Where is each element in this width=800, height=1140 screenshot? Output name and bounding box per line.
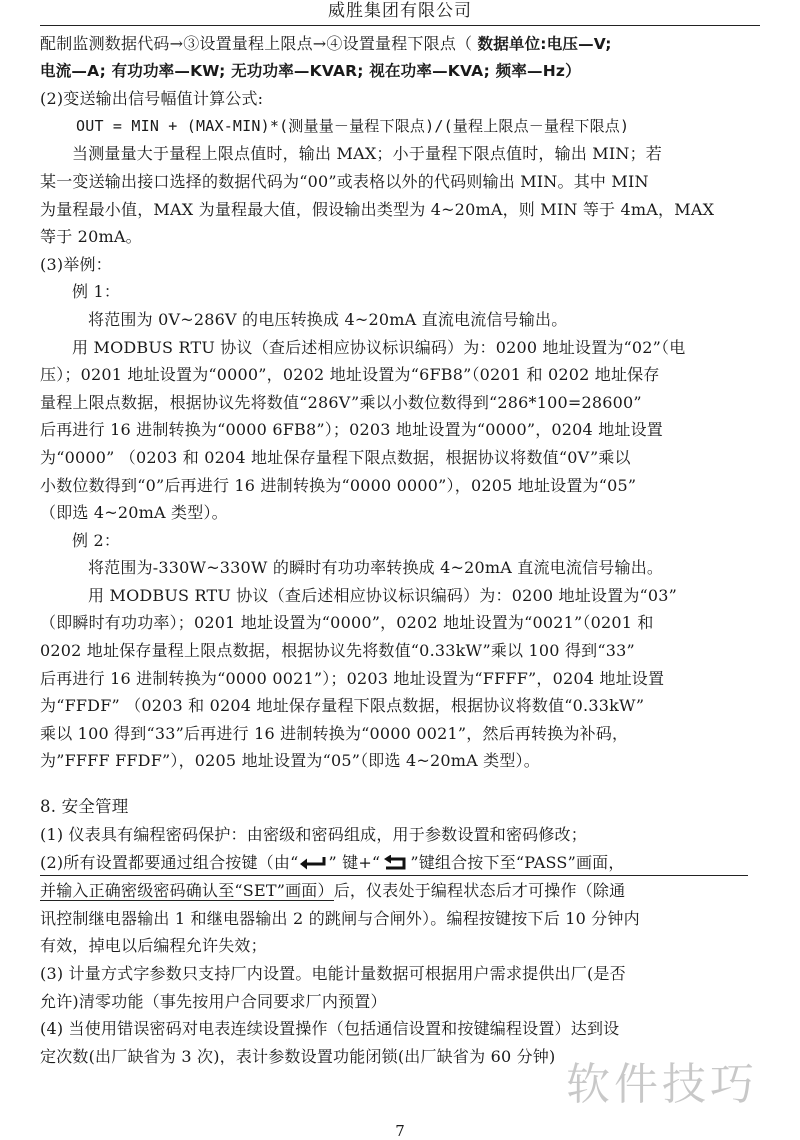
enter-key-icon bbox=[298, 855, 328, 871]
example-1-line: 用 MODBUS RTU 协议（查后述相应协议标识编码）为：0200 地址设置为“02”（电 bbox=[72, 337, 686, 357]
text-span: 后，仪表处于编程状态后才可操作（除通 bbox=[333, 881, 626, 901]
section-8-item-1: (1) 仪表具有编程密码保护：由密级和密码组成，用于参数设置和密码修改； bbox=[40, 825, 587, 845]
page-number: 7 bbox=[395, 1122, 405, 1140]
example-2-line: （即瞬时有功功率）；0201 地址设置为“0000”，0202 地址设置为“0021”（0201 和 bbox=[40, 613, 654, 633]
section-8-item-4-line: (4) 当使用错误密码对电表连续设置操作（包括通信设置和按键编程设置）达到设 bbox=[40, 1019, 620, 1039]
text-span: ”键组合按下至“PASS”画面， bbox=[410, 852, 625, 872]
example-1-line: 量程上限点数据，根据协议先将数值“286V”乘以小数位数得到“286*100=28600” bbox=[40, 392, 642, 412]
text-line: 电流—A; 有功功率—KW; 无功功率—KVAR; 视在功率—KVA; 频率—Hz） bbox=[40, 61, 581, 80]
watermark: 软件技巧 bbox=[566, 1059, 758, 1110]
example-1-line: （即选 4~20mA 类型）。 bbox=[40, 503, 228, 523]
example-2-line: 为”FFFF FFDF”），0205 地址设置为“05”（即选 4~20mA 类型）。 bbox=[40, 751, 540, 771]
example-1-line: 后再进行 16 进制转换为“0000 6FB8”）；0203 地址设置为“0000”，0204 地址设置 bbox=[40, 420, 664, 440]
example-2-label: 例 2： bbox=[72, 530, 121, 550]
section-8-item-4-line: 定次数(出厂缺省为 3 次)，表计参数设置功能闭锁(出厂缺省为 60 分钟) bbox=[40, 1046, 556, 1065]
example-1-line: 压）；0201 地址设置为“0000”，0202 地址设置为“6FB8”（0201 和 0202 地址保存 bbox=[40, 365, 660, 385]
example-2-line: 0202 地址保存量程上限点数据，根据协议先将数值“0.33kW”乘以 100 得到“33” bbox=[40, 641, 635, 661]
cycle-key-icon bbox=[380, 855, 410, 871]
text-span-bold: 数据单位:电压—V; bbox=[477, 35, 612, 53]
example-1-title: 将范围为 0V~286V 的电压转换成 4~20mA 直流电流信号输出。 bbox=[88, 309, 568, 329]
section-8-item-3-line: 允许)清零功能（事先按用户合同要求厂内预置） bbox=[40, 991, 387, 1011]
example-1-line: 为“0000” （0203 和 0204 地址保存量程下限点数据，根据协议将数值“0V”乘以 bbox=[40, 447, 631, 467]
example-heading: (3)举例： bbox=[40, 254, 112, 274]
section-8-item-2-line: 有效，掉电以后编程允许失效； bbox=[40, 936, 267, 956]
section-8-item-2-line bbox=[40, 849, 748, 876]
page-header: 威胜集团有限公司 bbox=[328, 1, 472, 21]
formula-expression: OUT = MIN + (MAX-MIN)*(测量量－量程下限点)/(量程上限点－量程下限点) bbox=[76, 116, 630, 135]
example-2-line: 乘以 100 得到“33”后再进行 16 进制转换为“0000 0021”，然后再转换为补码， bbox=[40, 723, 629, 743]
example-2-line: 后再进行 16 进制转换为“0000 0021”）；0203 地址设置为“FFFF”，0204 地址设置 bbox=[40, 668, 665, 688]
spacer bbox=[40, 775, 748, 793]
section-8-title: 8. 安全管理 bbox=[40, 797, 129, 817]
formula-desc-line: 当测量量大于量程上限点值时，输出 MAX；小于量程下限点值时，输出 MIN；若 bbox=[72, 144, 663, 164]
example-2-line: 用 MODBUS RTU 协议（查后述相应协议标识编码）为：0200 地址设置为“03” bbox=[88, 585, 678, 605]
text-span: ” 键+“ bbox=[328, 852, 381, 872]
underlined-text: 并输入正确密级密码确认至“SET”画面） bbox=[40, 881, 334, 901]
section-8-item-3-line: (3) 计量方式字参数只支持厂内设置。电能计量数据可根据用户需求提供出厂(是否 bbox=[40, 964, 626, 983]
example-1-label: 例 1： bbox=[72, 282, 121, 302]
section-8-item-2-line: 讯控制继电器输出 1 和继电器输出 2 的跳闸与合闸外）。编程按键按下后 10 分钟内 bbox=[40, 908, 640, 928]
header-rule bbox=[40, 25, 760, 26]
example-2-line: 为“FFDF” （0203 和 0204 地址保存量程下限点数据，根据协议将数值“0.33kW” bbox=[40, 696, 645, 716]
text-line bbox=[40, 30, 748, 58]
example-2-title: 将范围为-330W~330W 的瞬时有功功率转换成 4~20mA 直流电流信号输出。 bbox=[88, 558, 664, 578]
formula-heading: (2)变送输出信号幅值计算公式: bbox=[40, 89, 264, 109]
formula-desc-line: 为量程最小值，MAX 为量程最大值，假设输出类型为 4~20mA，则 MIN 等于 4mA，MAX bbox=[40, 199, 715, 219]
section-8-item-2-line bbox=[40, 877, 748, 905]
example-1-line: 小数位数得到“0”后再进行 16 进制转换为“0000 0000”），0205 地址设置为“05” bbox=[40, 475, 637, 495]
formula-desc-line: 某一变送输出接口选择的数据代码为“00”或表格以外的代码则输出 MIN。其中 MIN bbox=[40, 171, 649, 191]
formula-desc-line: 等于 20mA。 bbox=[40, 227, 142, 247]
text-span: 配制监测数据代码→③设置量程上限点→④设置量程下限点（ bbox=[40, 34, 478, 53]
document-body bbox=[40, 30, 748, 1065]
text-span: (2)所有设置都要通过组合按键（由“ bbox=[40, 852, 299, 872]
